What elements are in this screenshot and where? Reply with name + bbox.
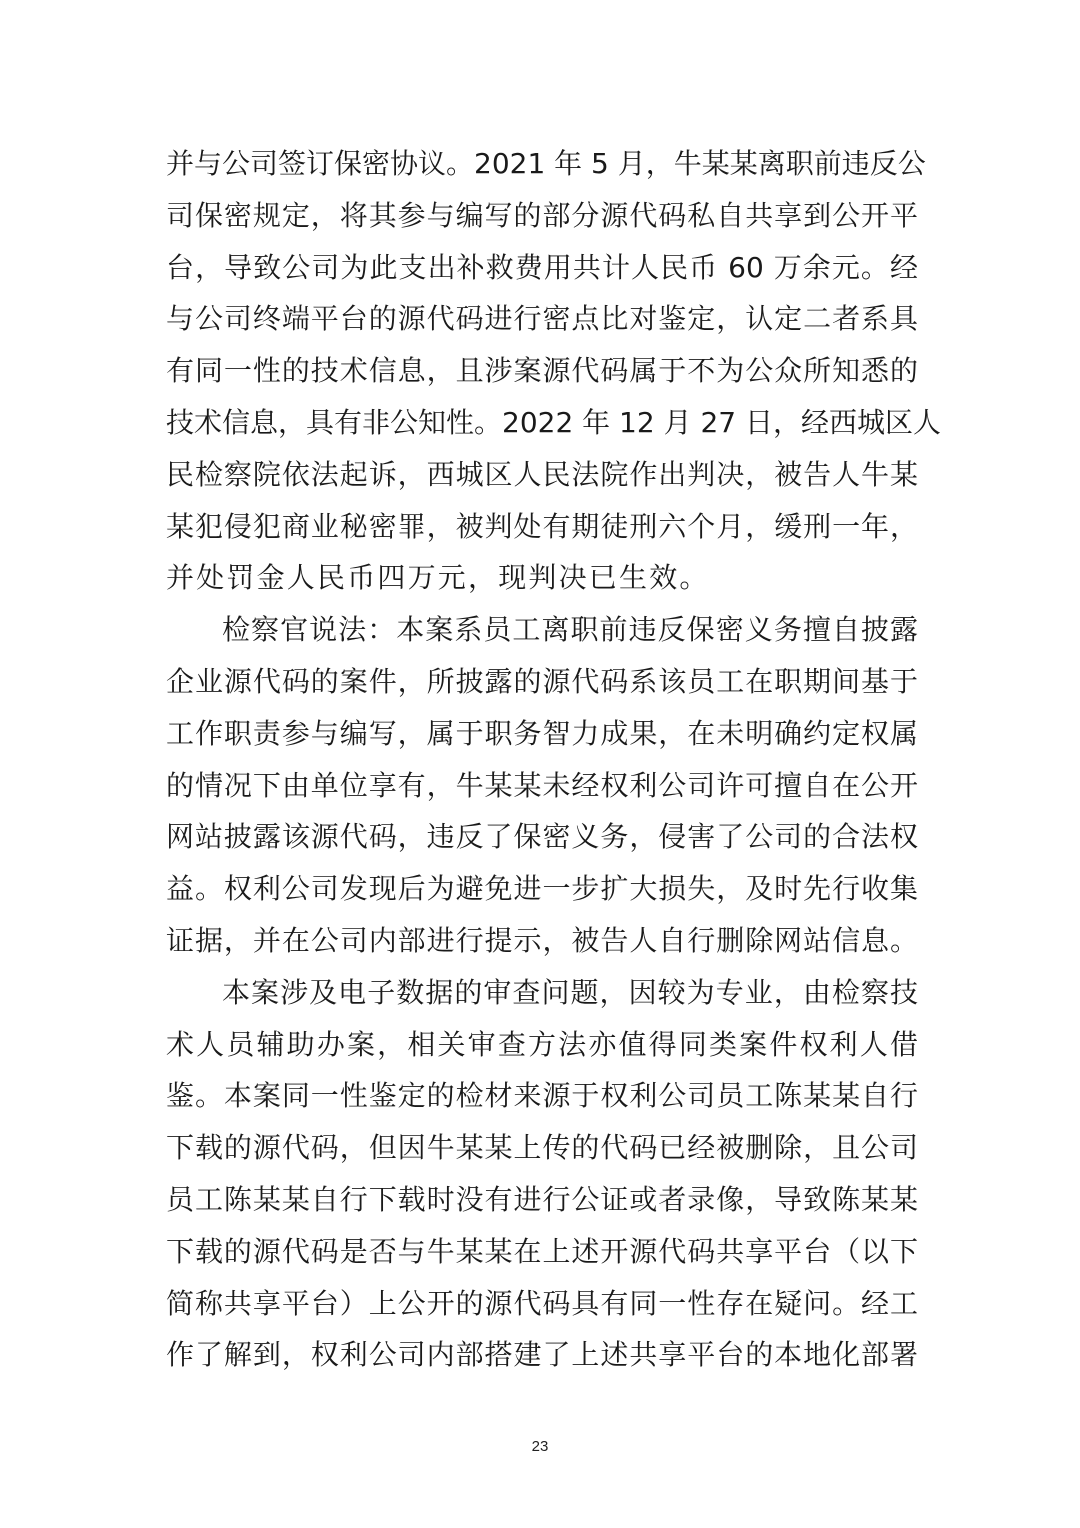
text-line: 并与公司签订保密协议。2021 年 5 月，牛某某离职前违反公: [166, 147, 926, 180]
paragraph-electronic-data-review: [166, 967, 918, 1381]
paragraph-case-facts: [166, 138, 942, 604]
text-line: 的情况下由单位享有，牛某某未经权利公司许可擅自在公开: [166, 768, 918, 802]
text-line: 网站披露该源代码，违反了保密义务，侵害了公司的合法权: [166, 820, 918, 854]
text-line: 司保密规定，将其参与编写的部分源代码私自共享到公开平: [166, 198, 918, 232]
text-line: 员工陈某某自行下载时没有进行公证或者录像，导致陈某某: [166, 1182, 918, 1216]
text-line: 有同一性的技术信息，且涉案源代码属于不为公众所知悉的: [166, 354, 918, 388]
text-line: 与公司终端平台的源代码进行密点比对鉴定，认定二者系具: [166, 302, 918, 336]
text-line: 检察官说法：本案系员工离职前违反保密义务擅自披露: [222, 613, 918, 647]
paragraph-prosecutor-commentary: [166, 604, 918, 967]
text-line: 某犯侵犯商业秘密罪，被判处有期徒刑六个月，缓刑一年，: [166, 509, 918, 543]
text-line: 台，导致公司为此支出补救费用共计人民币 60 万余元。经: [166, 250, 918, 284]
text-line: 并处罚金人民币四万元，现判决已生效。: [166, 561, 710, 595]
page-number: 23: [531, 1438, 549, 1455]
text-line: 益。权利公司发现后为避免进一步扩大损失，及时先行收集: [166, 872, 918, 906]
text-line: 术人员辅助办案，相关审查方法亦值得同类案件权利人借: [166, 1027, 918, 1061]
text-line: 鉴。本案同一性鉴定的检材来源于权利公司员工陈某某自行: [166, 1079, 918, 1113]
text-line: 下载的源代码，但因牛某某上传的代码已经被删除，且公司: [166, 1131, 918, 1165]
text-line: 简称共享平台）上公开的源代码具有同一性存在疑问。经工: [166, 1286, 918, 1320]
body-text: [166, 138, 942, 1381]
text-line: 技术信息，具有非公知性。2022 年 12 月 27 日，经西城区人: [166, 405, 942, 439]
text-line: 民检察院依法起诉，西城区人民法院作出判决，被告人牛某: [166, 457, 918, 491]
text-line: 作了解到，权利公司内部搭建了上述共享平台的本地化部署: [166, 1338, 918, 1372]
text-line: 本案涉及电子数据的审查问题，因较为专业，由检察技: [222, 975, 918, 1009]
text-line: 证据，并在公司内部进行提示，被告人自行删除网站信息。: [166, 923, 918, 957]
text-line: 下载的源代码是否与牛某某在上述开源代码共享平台（以下: [166, 1234, 918, 1268]
text-line: 工作职责参与编写，属于职务智力成果，在未明确约定权属: [166, 716, 918, 750]
text-line: 企业源代码的案件，所披露的源代码系该员工在职期间基于: [166, 664, 918, 698]
